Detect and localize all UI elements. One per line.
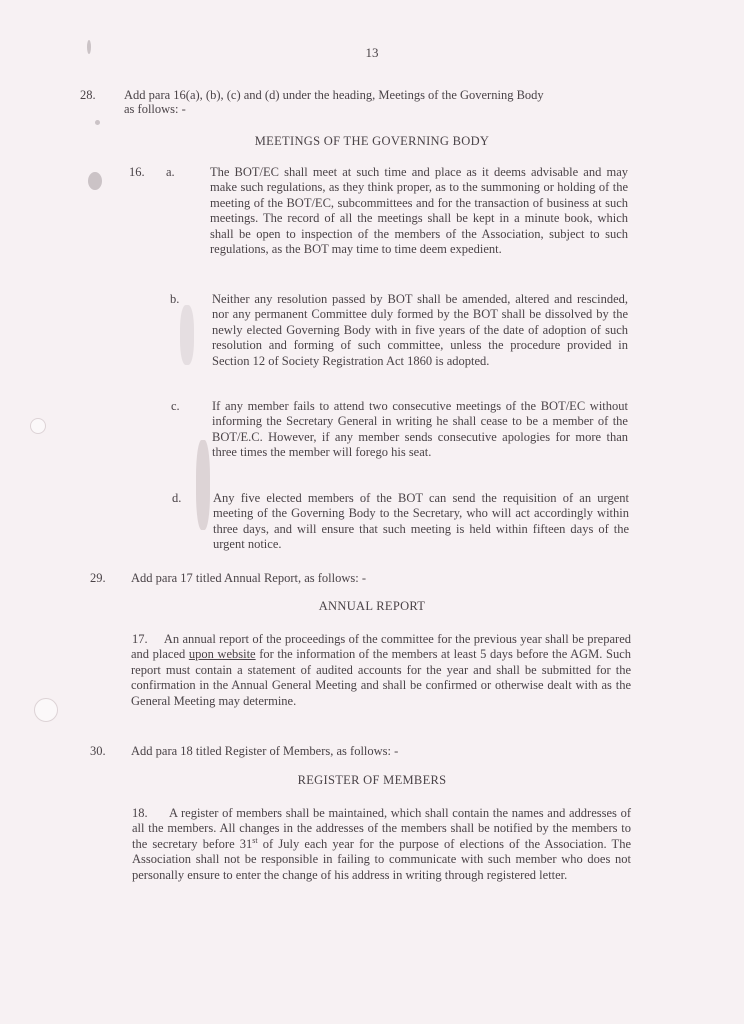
para-16b-text: Neither any resolution passed by BOT shall be amended, altered and rescinded, nor any permanent Committee duly formed by the BOT shall be dissolved by the newly elected Governing Body with in five years of the date of adoption of such resolution and forming of such committee, unless the procedure provided in Section 12 of Society Registration Act 1860 is adopted. [212, 292, 628, 368]
ink-smudge [88, 172, 102, 190]
para-17-number: 17. [132, 632, 148, 646]
heading-meetings: MEETINGS OF THE GOVERNING BODY [254, 134, 490, 148]
para-18-text-before: A register of members shall be maintained, which shall contain the names and addresses of all the members. All changes in the addresses of the members shall be notified by the members to the secretary before 31 [132, 806, 631, 851]
item-number: 28. [80, 88, 96, 102]
item-number: 29. [90, 571, 106, 585]
para-17-text-before: An annual report of the proceedings of the committee for the previous year shall be prepared and placed [131, 632, 631, 662]
item-number: 30. [90, 744, 106, 758]
item-text-line2: as follows: - [124, 102, 186, 116]
item-text: Add para 17 titled Annual Report, as follows: - [131, 571, 367, 585]
para-17-text-after: for the information of the members at least 5 days before the AGM. Such report must contain a statement of audited accounts for the year and shall be submitted for the confirmation in the Annual General Meeting and shall be confirmed or otherwise dealt with as the General Meeting may determine. [131, 647, 632, 708]
punch-hole [34, 698, 58, 722]
para-16c-text: If any member fails to attend two consecutive meetings of the BOT/EC without informing the Secretary General in writing he shall cease to be a member of the BOT/E.C. However, if any member sends consecutive apologies for more than three times the member will forego his seat. [212, 399, 628, 460]
ink-smudge [87, 40, 91, 54]
para-16b-label: b. [170, 292, 180, 306]
page-number: 13 [365, 45, 379, 60]
punch-hole [30, 418, 46, 434]
para-17 [131, 632, 631, 709]
heading-annual-report: ANNUAL REPORT [318, 599, 426, 613]
para-18 [132, 806, 631, 883]
para-16d-label: d. [172, 491, 182, 505]
ink-smudge [95, 120, 100, 125]
para-17-underlined: upon website [188, 647, 256, 662]
para-16-number: 16. [129, 165, 145, 179]
para-16c-label: c. [171, 399, 180, 413]
para-16d-text: Any five elected members of the BOT can send the requisition of an urgent meeting of the Governing Body to the Secretary, who will act accordingly within three days, and will ensure that such meeting is held within fifteen days of the urgent notice. [213, 491, 629, 552]
para-18-text-after: of July each year for the purpose of elections of the Association. The Association shall not be responsible in failing to communicate with such member who does not personally ensure to enter the change of his address in writing through registered letter. [132, 836, 631, 882]
para-16a-label: a. [166, 165, 175, 179]
heading-register-of-members: REGISTER OF MEMBERS [297, 773, 447, 787]
item-text-line1: Add para 16(a), (b), (c) and (d) under the heading, Meetings of the Governing Body [124, 88, 544, 102]
para-18-superscript: st [252, 835, 258, 845]
ink-smudge [196, 440, 210, 530]
para-16a-text: The BOT/EC shall meet at such time and place as it deems advisable and may make such regulations, as they think proper, as to the summoning or holding of the meeting of the BOT/EC, subcommittees and for the transaction of business at such meetings. The record of all the meetings shall be kept in a minute book, which shall be open to inspection of the members of the Association, subject to such regulations, as the BOT may time to time deem expedient. [210, 165, 628, 257]
ink-smudge [180, 305, 194, 365]
para-18-number: 18. [132, 806, 148, 820]
item-text: Add para 18 titled Register of Members, as follows: - [131, 744, 399, 758]
